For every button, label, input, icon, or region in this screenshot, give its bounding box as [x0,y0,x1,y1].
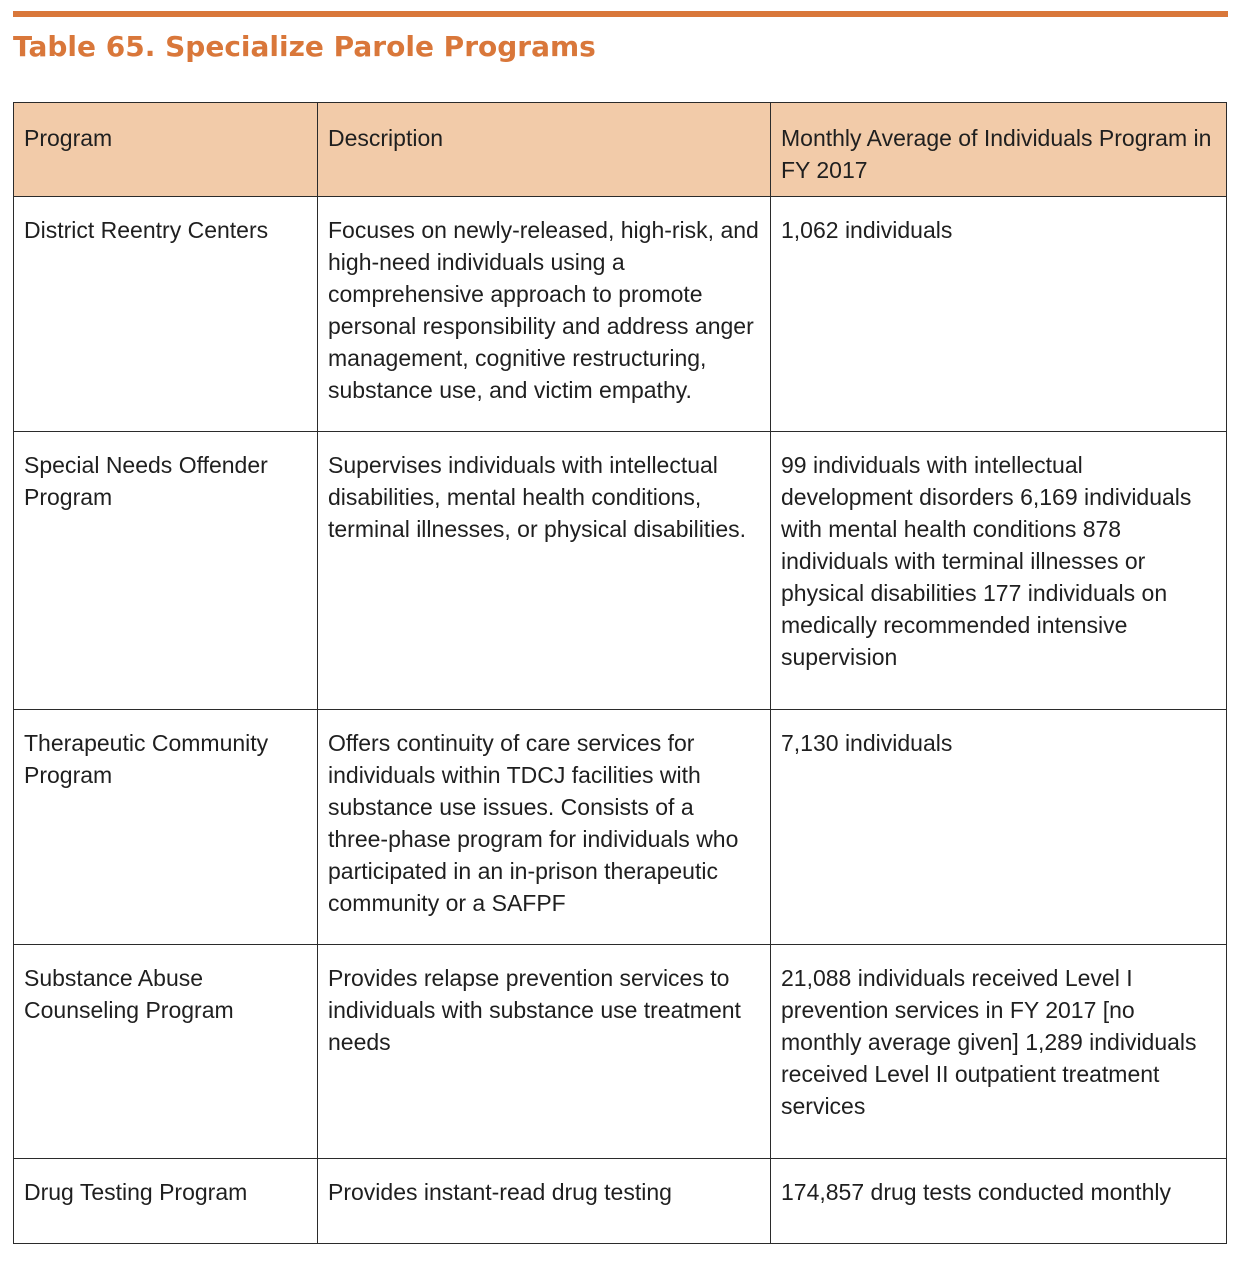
program-monthly-average: 21,088 individuals received Level I prevention services in FY 2017 [no monthly average given] 1,289 individuals received Level II outpatient treatment services [771,945,1227,1159]
program-name: District Reentry Centers [14,197,318,432]
program-name: Substance Abuse Counseling Program [14,945,318,1159]
top-accent-rule [13,11,1228,17]
header-program: Program [14,103,318,197]
table-row [14,197,1227,432]
parole-programs-table [13,102,1227,1244]
program-description: Provides instant-read drug testing [318,1159,771,1244]
header-description: Description [318,103,771,197]
program-monthly-average: 1,062 individuals [771,197,1227,432]
program-description: Provides relapse prevention services to individuals with substance use treatment needs [318,945,771,1159]
program-monthly-average: 174,857 drug tests conducted monthly [771,1159,1227,1244]
header-monthly-average: Monthly Average of Individuals Program in FY 2017 [771,103,1227,197]
program-description: Focuses on newly-released, high-risk, and high-need individuals using a comprehensive approach to promote personal responsibility and address anger management, cognitive restructuring, substance use, and victim empathy. [318,197,771,432]
table-row [14,432,1227,710]
table-title: Table 65. Specialize Parole Programs [13,30,596,63]
program-description: Offers continuity of care services for individuals within TDCJ facilities with substance use issues. Consists of a three-phase program for individuals who participated in an in-prison therapeutic community or a SAFPF [318,710,771,945]
program-monthly-average: 7,130 individuals [771,710,1227,945]
table-row [14,1159,1227,1244]
program-name: Drug Testing Program [14,1159,318,1244]
program-name: Therapeutic Community Program [14,710,318,945]
program-description: Supervises individuals with intellectual disabilities, mental health conditions, terminal illnesses, or physical disabilities. [318,432,771,710]
table-row [14,945,1227,1159]
program-monthly-average: 99 individuals with intellectual development disorders 6,169 individuals with mental health conditions 878 individuals with terminal illnesses or physical disabilities 177 individuals on medically recommended intensive supervision [771,432,1227,710]
program-name: Special Needs Offender Program [14,432,318,710]
table-row [14,710,1227,945]
table-header-row [14,103,1227,197]
